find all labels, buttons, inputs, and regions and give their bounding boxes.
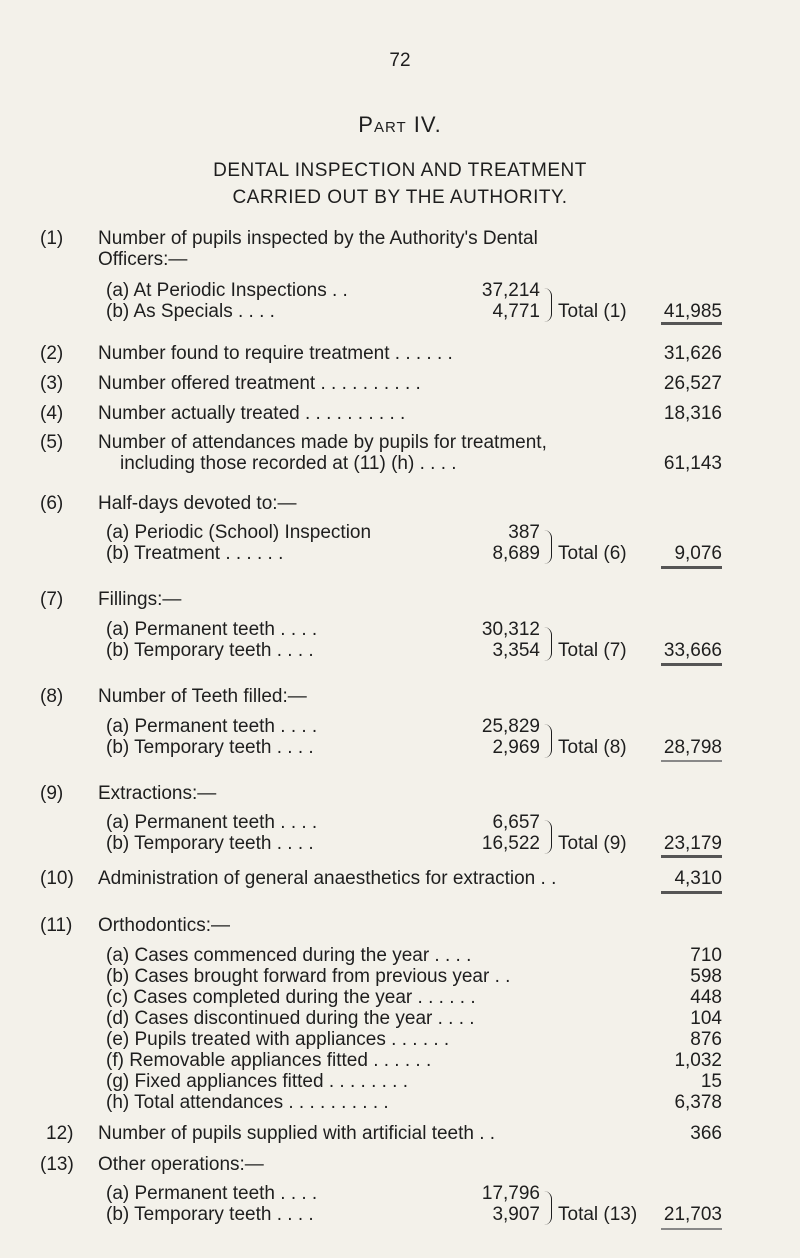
item-number: (8) xyxy=(40,686,64,707)
sub-item-label: (a) At Periodic Inspections . . xyxy=(106,280,348,301)
total-value: 41,985 xyxy=(663,301,722,322)
total-rule xyxy=(661,663,722,666)
total-rule xyxy=(661,322,722,325)
total-label: Total (9) xyxy=(558,833,627,854)
sub-item-value: 16,522 xyxy=(481,833,540,854)
item-label-cont: including those recorded at (11) (h) . . . . xyxy=(120,453,457,474)
item-label: Orthodontics:— xyxy=(98,915,230,936)
item-label: Number of pupils inspected by the Authority's Dental xyxy=(98,228,538,249)
sub-item-value: 6,657 xyxy=(492,812,540,833)
total-value: 23,179 xyxy=(663,833,722,854)
sub-item-value: 8,689 xyxy=(492,543,540,564)
sub-item-label: (a) Permanent teeth . . . . xyxy=(106,619,318,640)
item-label-cont: Officers:— xyxy=(98,249,188,270)
item-label: Number of pupils supplied with artificial teeth . . xyxy=(98,1123,496,1144)
sub-item-value: 4,771 xyxy=(492,301,540,322)
brace xyxy=(544,288,552,322)
sub-item-value: 387 xyxy=(508,522,540,543)
sub-item-value: 2,969 xyxy=(492,737,540,758)
total-label: Total (13) xyxy=(558,1204,638,1225)
orthodontic-item-label: (e) Pupils treated with appliances . . . . . . xyxy=(106,1029,450,1050)
orthodontic-item-value: 104 xyxy=(690,1008,722,1029)
item-number: (3) xyxy=(40,373,64,394)
item-label: Number offered treatment . . . . . . . . . . xyxy=(98,373,421,394)
item-number: (7) xyxy=(40,589,64,610)
total-rule xyxy=(661,1228,722,1230)
orthodontic-item-label: (d) Cases discontinued during the year . . . . xyxy=(106,1008,475,1029)
orthodontic-item-label: (c) Cases completed during the year . . . . . . xyxy=(106,987,476,1008)
sub-item-label: (b) Treatment . . . . . . xyxy=(106,543,284,564)
sub-item-value: 17,796 xyxy=(481,1183,540,1204)
brace xyxy=(544,820,552,854)
total-rule xyxy=(661,760,722,762)
brace xyxy=(544,1191,552,1225)
orthodontic-item-value: 6,378 xyxy=(674,1092,722,1113)
item-label: Extractions:— xyxy=(98,783,217,804)
item-value: 18,316 xyxy=(663,403,722,424)
item-label: Half-days devoted to:— xyxy=(98,493,297,514)
brace xyxy=(544,724,552,758)
total-value: 28,798 xyxy=(663,737,722,758)
brace xyxy=(544,627,552,661)
item-number: (11) xyxy=(40,915,73,936)
total-label: Total (8) xyxy=(558,737,627,758)
orthodontic-item-value: 876 xyxy=(690,1029,722,1050)
heading-line-2: CARRIED OUT BY THE AUTHORITY. xyxy=(232,187,568,208)
sub-item-label: (b) Temporary teeth . . . . xyxy=(106,737,314,758)
total-value: 33,666 xyxy=(663,640,722,661)
total-rule xyxy=(661,891,722,894)
item-number: (9) xyxy=(40,783,64,804)
heading-line-1: DENTAL INSPECTION AND TREATMENT xyxy=(213,160,587,181)
brace xyxy=(544,530,552,564)
item-number: (5) xyxy=(40,432,64,453)
sub-item-label: (a) Permanent teeth . . . . xyxy=(106,716,318,737)
item-label: Number of attendances made by pupils for treatment, xyxy=(98,432,547,453)
item-label: Number found to require treatment . . . . . . xyxy=(98,343,453,364)
item-value: 31,626 xyxy=(663,343,722,364)
orthodontic-item-label: (f) Removable appliances fitted . . . . . . xyxy=(106,1050,432,1071)
item-number: (2) xyxy=(40,343,64,364)
total-value: 21,703 xyxy=(663,1204,722,1225)
sub-item-label: (b) As Specials . . . . xyxy=(106,301,275,322)
page-number: 72 xyxy=(389,50,411,71)
orthodontic-item-value: 15 xyxy=(700,1071,722,1092)
total-label: Total (7) xyxy=(558,640,627,661)
orthodontic-item-value: 448 xyxy=(690,987,722,1008)
sub-item-label: (b) Temporary teeth . . . . xyxy=(106,640,314,661)
orthodontic-item-value: 1,032 xyxy=(674,1050,722,1071)
item-number: (1) xyxy=(40,228,64,249)
item-value: 4,310 xyxy=(674,868,722,889)
item-value: 366 xyxy=(690,1123,722,1144)
orthodontic-item-value: 710 xyxy=(690,945,722,966)
sub-item-value: 25,829 xyxy=(481,716,540,737)
total-label: Total (1) xyxy=(558,301,627,322)
orthodontic-item-label: (a) Cases commenced during the year . . . . xyxy=(106,945,472,966)
total-rule xyxy=(661,566,722,569)
item-label: Number actually treated . . . . . . . . . . xyxy=(98,403,406,424)
sub-item-label: (b) Temporary teeth . . . . xyxy=(106,833,314,854)
item-label: Other operations:— xyxy=(98,1154,264,1175)
orthodontic-item-label: (g) Fixed appliances fitted . . . . . . . . xyxy=(106,1071,409,1092)
total-rule xyxy=(661,855,722,858)
item-label: Fillings:— xyxy=(98,589,182,610)
item-number: 12) xyxy=(46,1123,74,1144)
part-title: Part IV. xyxy=(358,112,442,137)
sub-item-label: (a) Permanent teeth . . . . xyxy=(106,812,318,833)
total-label: Total (6) xyxy=(558,543,627,564)
item-label: Administration of general anaesthetics for extraction . . xyxy=(98,868,557,889)
sub-item-value: 3,354 xyxy=(492,640,540,661)
sub-item-value: 30,312 xyxy=(481,619,540,640)
sub-item-label: (b) Temporary teeth . . . . xyxy=(106,1204,314,1225)
item-number: (13) xyxy=(40,1154,74,1175)
total-value: 9,076 xyxy=(674,543,722,564)
item-number: (10) xyxy=(40,868,74,889)
sub-item-value: 3,907 xyxy=(492,1204,540,1225)
orthodontic-item-label: (b) Cases brought forward from previous year . . xyxy=(106,966,511,987)
orthodontic-item-value: 598 xyxy=(690,966,722,987)
item-label: Number of Teeth filled:— xyxy=(98,686,307,707)
orthodontic-item-label: (h) Total attendances . . . . . . . . . . xyxy=(106,1092,389,1113)
item-number: (4) xyxy=(40,403,64,424)
item-number: (6) xyxy=(40,493,64,514)
item-value: 26,527 xyxy=(663,373,722,394)
sub-item-value: 37,214 xyxy=(481,280,540,301)
sub-item-label: (a) Periodic (School) Inspection xyxy=(106,522,372,543)
sub-item-label: (a) Permanent teeth . . . . xyxy=(106,1183,318,1204)
item-value: 61,143 xyxy=(663,453,722,474)
